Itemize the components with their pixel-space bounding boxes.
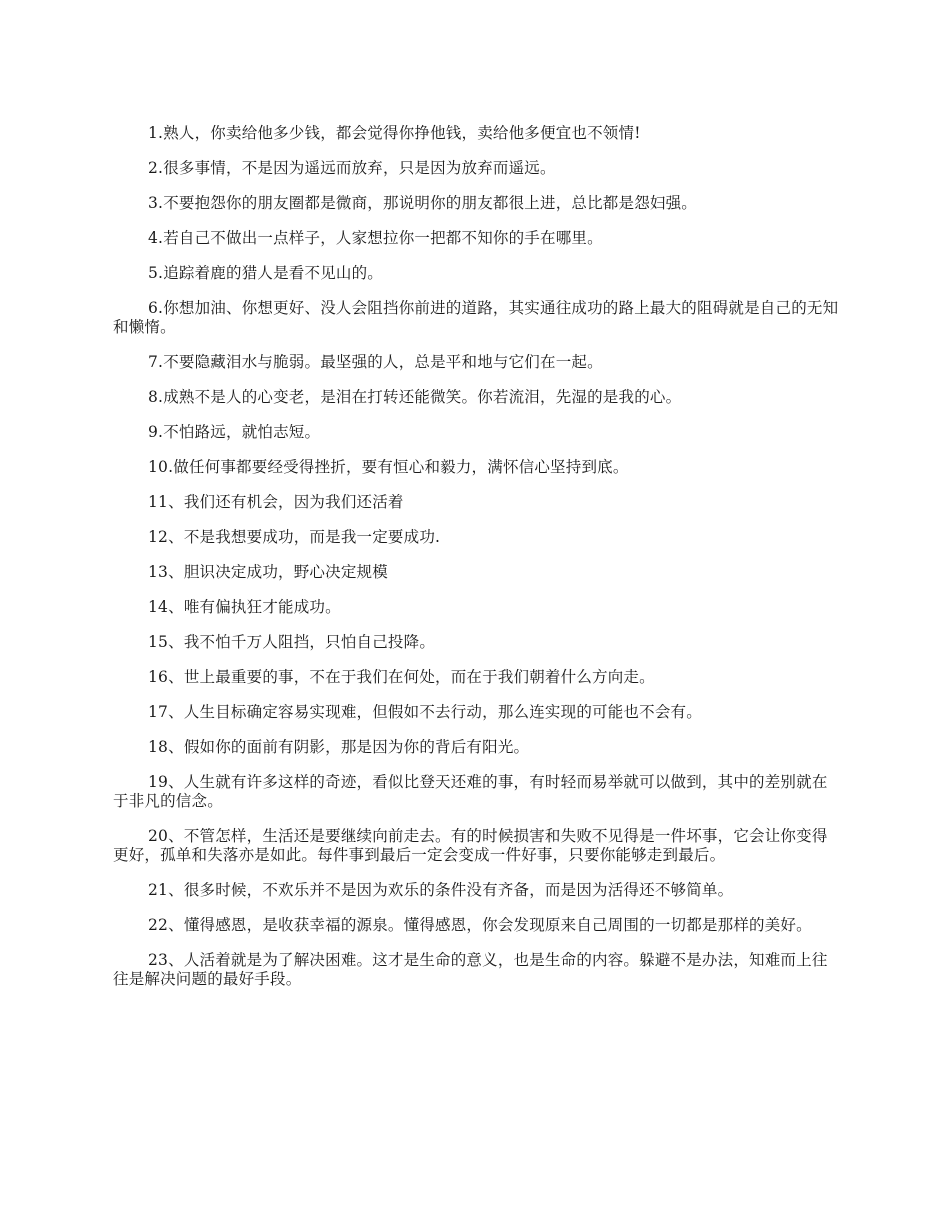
paragraph-12: 12、不是我想要成功，而是我一定要成功. — [148, 528, 441, 546]
document-page — [113, 124, 839, 1005]
paragraph-21: 21、很多时候，不欢乐并不是因为欢乐的条件没有齐备，而是因为活得还不够简单。 — [148, 881, 734, 899]
paragraph-11: 11、我们还有机会，因为我们还活着 — [148, 493, 404, 511]
paragraph-20: 20、不管怎样，生活还是要继续向前走去。有的时候损害和失败不见得是一件坏事，它会让你变得更好，孤单和失落亦是如此。每件事到最后一定会变成一件好事，只要你能够走到最后。 — [113, 827, 828, 864]
paragraph-5: 5.追踪着鹿的猎人是看不见山的。 — [148, 264, 383, 282]
paragraph-2: 2.很多事情，不是因为遥远而放弃，只是因为放弃而遥远。 — [148, 159, 556, 177]
paragraph-3: 3.不要抱怨你的朋友圈都是微商，那说明你的朋友都很上进，总比都是怨妇强。 — [148, 194, 697, 212]
paragraph-9: 9.不怕路远，就怕志短。 — [148, 423, 321, 441]
paragraph-22: 22、懂得感恩，是收获幸福的源泉。懂得感恩，你会发现原来自己周围的一切都是那样的美好。 — [148, 916, 812, 934]
paragraph-19: 19、人生就有许多这样的奇迹，看似比登天还难的事，有时轻而易举就可以做到，其中的差别就在于非凡的信念。 — [113, 773, 828, 810]
paragraph-16: 16、世上最重要的事，不在于我们在何处，而在于我们朝着什么方向走。 — [148, 668, 655, 686]
paragraph-14: 14、唯有偏执狂才能成功。 — [148, 598, 341, 616]
paragraph-10: 10.做任何事都要经受得挫折，要有恒心和毅力，满怀信心坚持到底。 — [148, 458, 629, 476]
paragraph-13: 13、胆识决定成功，野心决定规模 — [148, 563, 388, 581]
paragraph-23: 23、人活着就是为了解决困难。这才是生命的意义，也是生命的内容。躲避不是办法，知难而上往往是解决问题的最好手段。 — [113, 951, 828, 988]
paragraph-15: 15、我不怕千万人阻挡，只怕自己投降。 — [148, 633, 436, 651]
paragraph-6: 6.你想加油、你想更好、没人会阻挡你前进的道路，其实通往成功的路上最大的阻碍就是自己的无知和懒惰。 — [113, 299, 839, 336]
paragraph-8: 8.成熟不是人的心变老，是泪在打转还能微笑。你若流泪，先湿的是我的心。 — [148, 388, 682, 406]
paragraph-7: 7.不要隐藏泪水与脆弱。最坚强的人，总是平和地与它们在一起。 — [148, 353, 603, 371]
paragraph-4: 4.若自己不做出一点样子，人家想拉你一把都不知你的手在哪里。 — [148, 229, 603, 247]
paragraph-18: 18、假如你的面前有阴影，那是因为你的背后有阳光。 — [148, 738, 530, 756]
paragraph-1: 1.熟人，你卖给他多少钱，都会觉得你挣他钱，卖给他多便宜也不领情! — [148, 124, 641, 142]
paragraph-17: 17、人生目标确定容易实现难，但假如不去行动，那么连实现的可能也不会有。 — [148, 703, 702, 721]
